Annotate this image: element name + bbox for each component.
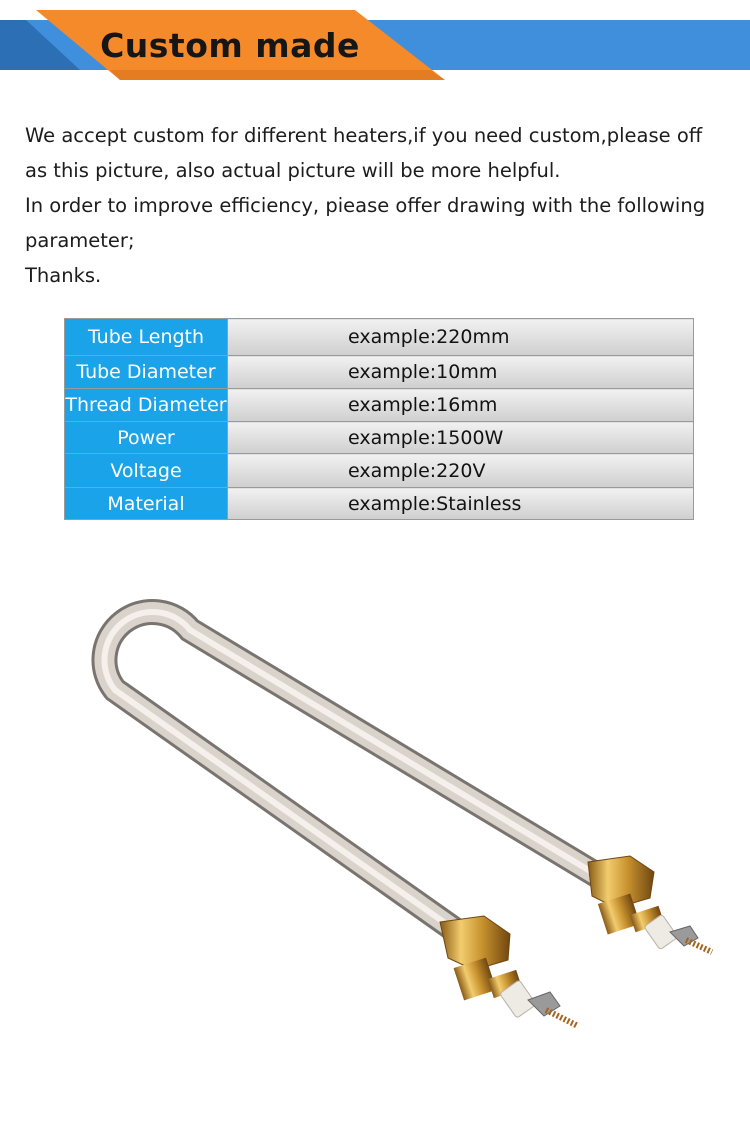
spec-label: Voltage bbox=[65, 454, 228, 488]
u-tube bbox=[104, 612, 605, 935]
banner-title: Custom made bbox=[100, 26, 360, 65]
spec-value: example:220mm bbox=[228, 319, 694, 356]
left-brass-fitting bbox=[440, 916, 578, 1026]
spec-label: Power bbox=[65, 422, 228, 454]
spec-value: example:16mm bbox=[228, 389, 694, 422]
table-row bbox=[65, 454, 694, 488]
table-row bbox=[65, 319, 694, 356]
spec-label: Tube Length bbox=[65, 319, 228, 356]
table-row bbox=[65, 356, 694, 389]
spec-table bbox=[64, 318, 694, 520]
product-image bbox=[0, 560, 750, 1134]
table-row bbox=[65, 389, 694, 422]
intro-text bbox=[25, 118, 740, 293]
spec-label: Thread Diameter bbox=[65, 389, 228, 422]
heating-element-illustration bbox=[0, 560, 750, 1134]
intro-line: In order to improve efficiency, piease offer drawing with the following bbox=[25, 194, 706, 217]
intro-line: parameter; bbox=[25, 229, 135, 252]
spec-value: example:1500W bbox=[228, 422, 694, 454]
spec-value: example:220V bbox=[228, 454, 694, 488]
banner-orange-shadow bbox=[110, 70, 445, 80]
intro-line: We accept custom for different heaters,if you need custom,please off bbox=[25, 124, 703, 147]
spec-label: Material bbox=[65, 488, 228, 520]
spec-label: Tube Diameter bbox=[65, 356, 228, 389]
intro-line: Thanks. bbox=[25, 264, 102, 287]
table-row bbox=[65, 488, 694, 520]
spec-value: example:10mm bbox=[228, 356, 694, 389]
table-row bbox=[65, 422, 694, 454]
header-banner bbox=[0, 0, 750, 90]
spec-value: example:Stainless bbox=[228, 488, 694, 520]
right-brass-fitting bbox=[588, 856, 712, 952]
intro-line: as this picture, also actual picture will be more helpful. bbox=[25, 159, 561, 182]
